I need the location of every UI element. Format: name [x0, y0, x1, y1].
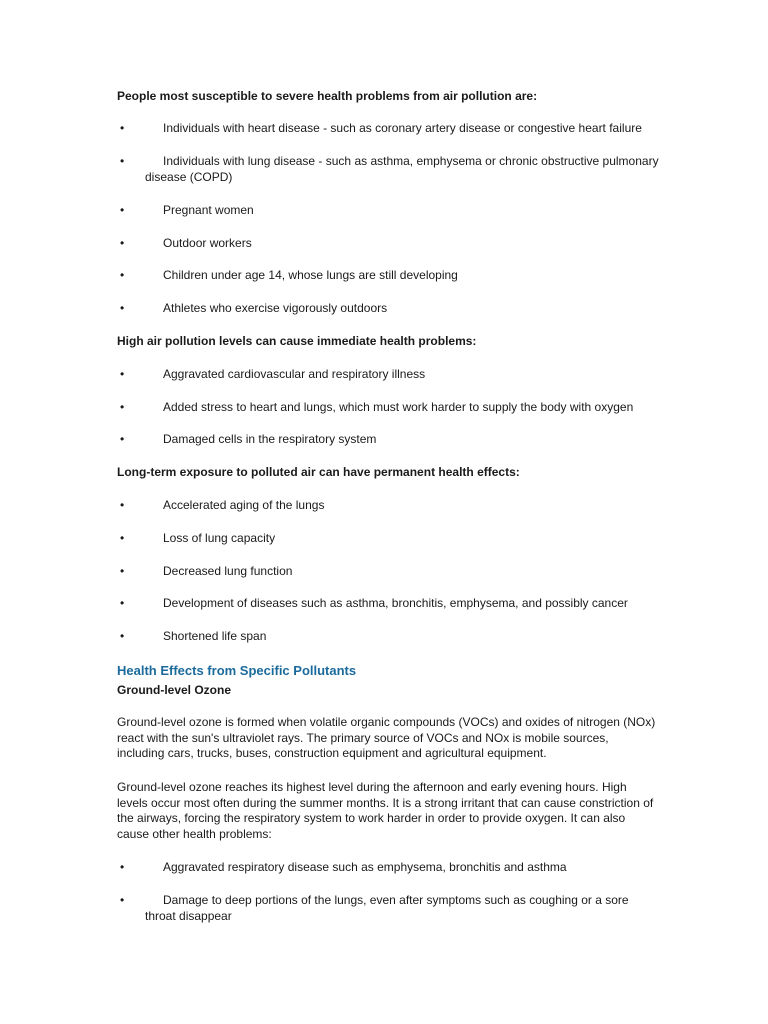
list-item-text: Aggravated cardiovascular and respiratory illness: [163, 367, 426, 381]
section-title: Health Effects from Specific Pollutants: [117, 663, 357, 678]
list-item-text: Damaged cells in the respiratory system: [163, 432, 377, 446]
bullet-icon: •: [120, 893, 125, 907]
list-item-text: Accelerated aging of the lungs: [163, 498, 325, 512]
list-item-text: Damage to deep portions of the lungs, even after symptoms such as coughing or a sore throat disappear: [145, 893, 629, 923]
list-item-text: Added stress to heart and lungs, which must work harder to supply the body with oxygen: [163, 400, 634, 414]
bullet-icon: •: [120, 860, 125, 874]
bullet-icon: •: [120, 400, 125, 414]
list-item-text: Aggravated respiratory disease such as emphysema, bronchitis and asthma: [163, 860, 567, 874]
bullet-icon: •: [120, 629, 125, 643]
list-item-text: Loss of lung capacity: [163, 531, 276, 545]
ozone-paragraph-1: Ground-level ozone is formed when volatile organic compounds (VOCs) and oxides of nitrogen (NOx) react with the sun's ultraviolet rays. The primary source of VOCs and NOx is mobile sources, including cars, trucks, buses, construction equipment and agricultural equipment.: [117, 715, 656, 761]
list-item-text: Athletes who exercise vigorously outdoors: [163, 301, 388, 315]
bullet-icon: •: [120, 268, 125, 282]
bullet-icon: •: [120, 121, 125, 135]
list-item-text: Pregnant women: [163, 203, 254, 217]
bullet-icon: •: [120, 154, 125, 168]
bullet-icon: •: [120, 564, 125, 578]
bullet-icon: •: [120, 498, 125, 512]
list-item-text: Individuals with lung disease - such as asthma, emphysema or chronic obstructive pulmonary disease (COPD): [145, 154, 659, 184]
list-item-text: Shortened life span: [163, 629, 267, 643]
bullet-icon: •: [120, 236, 125, 250]
list-item-text: Children under age 14, whose lungs are still developing: [163, 268, 458, 282]
list-item-text: Individuals with heart disease - such as coronary artery disease or congestive heart failure: [163, 121, 642, 135]
bullet-icon: •: [120, 203, 125, 217]
list-item-text: Development of diseases such as asthma, bronchitis, emphysema, and possibly cancer: [163, 596, 628, 610]
ozone-subheading: Ground-level Ozone: [117, 683, 232, 697]
immediate-heading: High air pollution levels can cause immediate health problems:: [117, 334, 477, 348]
longterm-heading: Long-term exposure to polluted air can have permanent health effects:: [117, 465, 520, 479]
ozone-paragraph-2: Ground-level ozone reaches its highest level during the afternoon and early evening hours. High levels occur most often during the summer months. It is a strong irritant that can cause constriction of the airways, forcing the respiratory system to work harder in order to provide oxygen. It can also cause other health problems:: [117, 780, 654, 841]
bullet-icon: •: [120, 301, 125, 315]
bullet-icon: •: [120, 367, 125, 381]
susceptible-heading: People most susceptible to severe health problems from air pollution are:: [117, 89, 538, 103]
bullet-icon: •: [120, 432, 125, 446]
bullet-icon: •: [120, 531, 125, 545]
bullet-icon: •: [120, 596, 125, 610]
list-item-text: Outdoor workers: [163, 236, 252, 250]
list-item-text: Decreased lung function: [163, 564, 293, 578]
